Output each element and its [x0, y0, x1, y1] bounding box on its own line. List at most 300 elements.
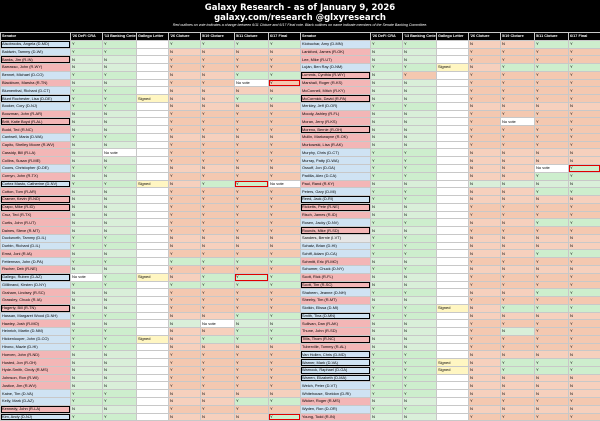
vote-cell: N: [569, 234, 600, 242]
table-row: [301, 56, 600, 64]
table-row: [1, 297, 301, 305]
vote-cell: N: [501, 351, 535, 359]
vote-cell: [137, 413, 169, 421]
vote-cell: Y: [235, 64, 269, 72]
vote-cell: N: [469, 359, 501, 367]
table-row: [1, 64, 301, 72]
vote-cell: Y: [103, 242, 137, 250]
vote-cell: [437, 118, 469, 126]
vote-cell: Y: [269, 405, 301, 413]
vote-cell: Y: [569, 366, 600, 374]
vote-cell: N: [371, 273, 403, 281]
vote-cell: Y: [235, 351, 269, 359]
senator-name: Kaine, Tim (D-VA): [1, 390, 71, 398]
vote-cell: N: [469, 149, 501, 157]
vote-cell: Y: [535, 297, 569, 305]
vote-cell: [437, 126, 469, 134]
vote-cell: Y: [501, 141, 535, 149]
vote-cell: Y: [201, 180, 235, 188]
table-row: [301, 211, 600, 219]
vote-cell: Y: [501, 320, 535, 328]
vote-cell: N: [501, 328, 535, 336]
vote-cell: Y: [371, 351, 403, 359]
vote-cell: [437, 141, 469, 149]
table-row: [1, 328, 301, 336]
vote-cell: Y: [201, 172, 235, 180]
vote-cell: Y: [71, 102, 103, 110]
vote-cell: Y: [103, 281, 137, 289]
vote-cell: Y: [371, 102, 403, 110]
vote-cell: N: [169, 397, 201, 405]
vote-cell: Y: [535, 118, 569, 126]
vote-cell: N: [403, 343, 437, 351]
vote-cell: N: [103, 196, 137, 204]
vote-cell: Y: [469, 258, 501, 266]
senator-name: Van Hollen, Chris (D-MD): [301, 351, 371, 359]
vote-cell: N: [535, 180, 569, 188]
vote-cell: Y: [501, 203, 535, 211]
vote-cell: Y: [535, 343, 569, 351]
vote-cell: Y: [371, 289, 403, 297]
vote-cell: [437, 351, 469, 359]
senator-name: Wyden, Ron (D-OR): [301, 405, 371, 413]
table-row: [1, 312, 301, 320]
table-row: [1, 79, 301, 87]
page-subtitle: galaxy.com/research @glxyresearch: [0, 13, 600, 23]
vote-cell: N: [501, 382, 535, 390]
vote-cell: Y: [569, 203, 600, 211]
table-row: [301, 118, 600, 126]
vote-cell: N: [501, 102, 535, 110]
vote-cell: N: [469, 374, 501, 382]
senator-name: Bennet, Michael (D-CO): [1, 71, 71, 79]
vote-cell: N: [169, 87, 201, 95]
vote-cell: N: [71, 126, 103, 134]
vote-cell: [437, 79, 469, 87]
table-row: [301, 110, 600, 118]
vote-cell: Y: [535, 110, 569, 118]
vote-cell: Y: [235, 203, 269, 211]
vote-cell: Y: [103, 40, 137, 48]
vote-cell: [437, 133, 469, 141]
vote-cell: Y: [169, 227, 201, 235]
table-row: [301, 351, 600, 359]
vote-cell: Y: [201, 196, 235, 204]
vote-cell: N: [235, 234, 269, 242]
vote-cell: Y: [103, 102, 137, 110]
vote-cell: Y: [269, 297, 301, 305]
vote-cell: [137, 343, 169, 351]
vote-cell: Y: [403, 366, 437, 374]
vote-cell: N: [403, 297, 437, 305]
vote-cell: Y: [403, 102, 437, 110]
vote-cell: Y: [201, 258, 235, 266]
senator-name: Coons, Christopher (D-DE): [1, 165, 71, 173]
vote-cell: Y: [169, 219, 201, 227]
vote-cell: N: [201, 87, 235, 95]
vote-cell: N: [269, 234, 301, 242]
vote-cell: N: [469, 250, 501, 258]
vote-cell: Y: [535, 281, 569, 289]
vote-cell: Y: [403, 304, 437, 312]
vote-cell: Y: [371, 359, 403, 367]
vote-cell: [437, 203, 469, 211]
vote-cell: [437, 335, 469, 343]
table-row: [301, 227, 600, 235]
column-header: 6/17 Final: [569, 33, 600, 41]
vote-cell: N: [201, 397, 235, 405]
senator-name: Schiff, Adam (D-CA): [301, 250, 371, 258]
vote-cell: Y: [501, 64, 535, 72]
vote-cell: Y: [371, 64, 403, 72]
vote-cell: [437, 102, 469, 110]
vote-cell: Y: [201, 79, 235, 87]
vote-cell: Y: [269, 335, 301, 343]
table-row: [301, 203, 600, 211]
vote-cell: N: [169, 343, 201, 351]
vote-cell: Y: [71, 312, 103, 320]
senator-name: Thune, John (R-SD): [301, 328, 371, 336]
vote-cell: N: [535, 102, 569, 110]
senator-name: Schumer, Chuck (D-NY): [301, 265, 371, 273]
table-row: [301, 141, 600, 149]
vote-cell: [437, 390, 469, 398]
senator-name: Hawley, Josh (R-MO): [1, 320, 71, 328]
vote-cell: Y: [535, 172, 569, 180]
vote-cell: N: [201, 312, 235, 320]
vote-cell: Y: [569, 320, 600, 328]
vote-cell: Y: [169, 56, 201, 64]
vote-cell: [137, 397, 169, 405]
vote-cell: No vote: [501, 118, 535, 126]
table-row: [1, 118, 301, 126]
vote-cell: N: [535, 234, 569, 242]
senator-name: Moran, Jerry (R-KS): [301, 118, 371, 126]
table-row: [1, 234, 301, 242]
table-row: [301, 343, 600, 351]
vote-cell: N: [469, 165, 501, 173]
table-header-row: [1, 33, 301, 41]
table-row: [1, 141, 301, 149]
senator-name: Young, Todd (R-IN): [301, 413, 371, 421]
table-row: [1, 335, 301, 343]
vote-cell: No vote: [201, 320, 235, 328]
senator-name: Alsobrooks, Angela (D-MD): [1, 40, 71, 48]
vote-cell: N: [371, 110, 403, 118]
vote-cell: Y: [403, 64, 437, 72]
vote-cell: Y: [169, 79, 201, 87]
table-row: [1, 250, 301, 258]
vote-cell: Y: [535, 141, 569, 149]
vote-cell: Y: [201, 227, 235, 235]
senator-name: Cortez Masto, Catherine (D-NV): [1, 180, 71, 188]
vote-cell: N: [371, 133, 403, 141]
vote-cell: [137, 227, 169, 235]
vote-cell: Y: [235, 366, 269, 374]
vote-cell: Y: [235, 188, 269, 196]
vote-cell: N: [169, 165, 201, 173]
vote-cell: [137, 258, 169, 266]
vote-cell: N: [71, 110, 103, 118]
vote-cell: Y: [535, 64, 569, 72]
senator-name: Tillis, Thom (R-NC): [301, 335, 371, 343]
vote-cell: N: [569, 102, 600, 110]
senator-name: Lankford, James (R-OK): [301, 48, 371, 56]
vote-cell: N: [501, 312, 535, 320]
vote-cell: Y: [535, 126, 569, 134]
vote-cell: [437, 48, 469, 56]
vote-cell: No vote: [71, 273, 103, 281]
vote-cell: Y: [235, 265, 269, 273]
vote-cell: N: [103, 118, 137, 126]
vote-cell: Y: [269, 374, 301, 382]
senator-name: Lummis, Cynthia (R-WY): [301, 71, 371, 79]
vote-cell: Y: [501, 87, 535, 95]
senator-name: Murphy, Chris (D-CT): [301, 149, 371, 157]
senator-name: Smith, Tina (D-MN): [301, 312, 371, 320]
vote-cell: N: [469, 289, 501, 297]
vote-cell: N: [103, 126, 137, 134]
vote-cell: [137, 297, 169, 305]
vote-cell: Y: [269, 366, 301, 374]
vote-cell: [437, 180, 469, 188]
vote-cell: N: [403, 273, 437, 281]
vote-cell: N: [71, 219, 103, 227]
vote-cell: N: [235, 413, 269, 421]
vote-cell: [437, 397, 469, 405]
vote-cell: Y: [535, 133, 569, 141]
vote-cell: No vote: [235, 79, 269, 87]
vote-cell: Y: [469, 87, 501, 95]
vote-cell: Y: [235, 258, 269, 266]
vote-cell: Y: [235, 289, 269, 297]
senator-name: McConnell, Mitch (R-KY): [301, 87, 371, 95]
vote-cell: Y: [169, 141, 201, 149]
column-header: Gallego Letter: [437, 33, 469, 41]
vote-cell: Y: [269, 265, 301, 273]
vote-cell: N: [235, 87, 269, 95]
vote-cell: Y: [201, 281, 235, 289]
vote-cell: [137, 110, 169, 118]
column-header: '13 Banking Cmte: [403, 33, 437, 41]
vote-cell: N: [269, 343, 301, 351]
senator-name: Luján, Ben Ray (D-NM): [301, 64, 371, 72]
senate-table-left: [0, 32, 301, 421]
table-row: [301, 242, 600, 250]
vote-cell: N: [501, 390, 535, 398]
vote-cell: N: [269, 87, 301, 95]
vote-cell: [137, 149, 169, 157]
senator-name: Collins, Susan (R-ME): [1, 157, 71, 165]
vote-cell: Y: [501, 110, 535, 118]
vote-cell: N: [501, 157, 535, 165]
vote-cell: N: [269, 390, 301, 398]
vote-cell: Y: [269, 95, 301, 103]
vote-cell: Y: [103, 335, 137, 343]
vote-cell: Y: [269, 71, 301, 79]
vote-cell: Y: [371, 234, 403, 242]
table-row: [301, 71, 600, 79]
senator-name: Lee, Mike (R-UT): [301, 56, 371, 64]
vote-cell: Y: [235, 141, 269, 149]
senator-name: Warner, Mark (D-VA): [301, 359, 371, 367]
vote-cell: Y: [103, 397, 137, 405]
vote-cell: Y: [201, 219, 235, 227]
senator-name: Hirono, Mazie (D-HI): [1, 343, 71, 351]
vote-cell: Y: [569, 172, 600, 180]
vote-cell: N: [403, 413, 437, 421]
senator-name: Cotton, Tom (R-AR): [1, 188, 71, 196]
vote-cell: Y: [371, 219, 403, 227]
senator-name: Cassidy, Bill (R-LA): [1, 149, 71, 157]
vote-cell: Y: [535, 289, 569, 297]
vote-cell: N: [535, 265, 569, 273]
senator-name: Kelly, Mark (D-AZ): [1, 397, 71, 405]
table-row: [301, 157, 600, 165]
vote-cell: Y: [569, 281, 600, 289]
vote-cell: N: [169, 413, 201, 421]
table-row: [1, 374, 301, 382]
vote-cell: Y: [103, 95, 137, 103]
vote-cell: Y: [469, 71, 501, 79]
vote-cell: N: [469, 366, 501, 374]
vote-cell: Y: [469, 133, 501, 141]
table-row: [301, 48, 600, 56]
vote-cell: Y: [403, 374, 437, 382]
vote-cell: [137, 289, 169, 297]
vote-cell: N: [103, 79, 137, 87]
senator-name: Sheehy, Tim (R-MT): [301, 297, 371, 305]
vote-cell: [437, 273, 469, 281]
vote-cell: Y: [371, 172, 403, 180]
senator-name: Schatz, Brian (D-HI): [301, 242, 371, 250]
senator-name: Fetterman, John (D-PA): [1, 258, 71, 266]
table-row: [1, 343, 301, 351]
vote-cell: Y: [269, 40, 301, 48]
vote-cell: Y: [469, 56, 501, 64]
vote-cell: N: [71, 196, 103, 204]
vote-cell: [137, 165, 169, 173]
vote-cell: N: [169, 328, 201, 336]
vote-cell: N: [71, 172, 103, 180]
vote-cell: Y: [535, 40, 569, 48]
vote-cell: N: [501, 289, 535, 297]
senator-name: Warnock, Raphael (D-GA): [301, 366, 371, 374]
vote-cell: Y: [501, 397, 535, 405]
senator-name: Boozman, John (R-AR): [1, 110, 71, 118]
vote-cell: [437, 110, 469, 118]
vote-cell: Y: [103, 234, 137, 242]
vote-cell: Y: [103, 87, 137, 95]
senator-name: Kim, Andy (D-NJ): [1, 413, 71, 421]
vote-cell: N: [469, 180, 501, 188]
vote-cell: Y: [501, 56, 535, 64]
table-row: [301, 102, 600, 110]
vote-cell: Y: [103, 258, 137, 266]
vote-cell: Y: [169, 203, 201, 211]
vote-cell: Y: [569, 95, 600, 103]
senator-name: Reed, Jack (D-RI): [301, 196, 371, 204]
senator-name: Paul, Rand (R-KY): [301, 180, 371, 188]
vote-cell: N: [169, 102, 201, 110]
vote-cell: N: [71, 351, 103, 359]
vote-cell: Y: [501, 281, 535, 289]
vote-cell: Y: [569, 188, 600, 196]
vote-cell: Y: [269, 203, 301, 211]
vote-cell: Y: [535, 211, 569, 219]
vote-cell: Y: [403, 219, 437, 227]
vote-cell: [137, 118, 169, 126]
vote-cell: Y: [235, 304, 269, 312]
vote-cell: Y: [535, 56, 569, 64]
vote-cell: N: [269, 165, 301, 173]
vote-cell: Y: [501, 366, 535, 374]
senator-name: Scott, Tim (R-SC): [301, 281, 371, 289]
table-row: [1, 390, 301, 398]
vote-cell: N: [169, 390, 201, 398]
vote-cell: N: [371, 71, 403, 79]
vote-cell: Y: [71, 413, 103, 421]
table-row: [301, 289, 600, 297]
table-row: [1, 71, 301, 79]
vote-cell: N: [569, 374, 600, 382]
vote-cell: Y: [569, 87, 600, 95]
vote-cell: N: [403, 95, 437, 103]
vote-cell: [437, 40, 469, 48]
vote-cell: [437, 188, 469, 196]
vote-cell: N: [103, 405, 137, 413]
vote-cell: Y: [371, 196, 403, 204]
senator-name: Schmitt, Eric (R-MO): [301, 258, 371, 266]
table-row: [1, 219, 301, 227]
vote-cell: N: [201, 343, 235, 351]
table-row: [1, 180, 301, 188]
vote-cell: N: [569, 149, 600, 157]
vote-cell: [437, 165, 469, 173]
vote-cell: Y: [269, 219, 301, 227]
vote-cell: Y: [201, 64, 235, 72]
vote-cell: Y: [403, 71, 437, 79]
vote-cell: N: [569, 196, 600, 204]
vote-cell: N: [235, 102, 269, 110]
table-row: [301, 79, 600, 87]
vote-cell: Y: [269, 110, 301, 118]
senator-name: Welch, Peter (D-VT): [301, 382, 371, 390]
vote-cell: Y: [103, 133, 137, 141]
table-row: [1, 56, 301, 64]
table-row: [1, 188, 301, 196]
vote-cell: Y: [371, 304, 403, 312]
vote-cell: N: [371, 126, 403, 134]
vote-cell: N: [403, 56, 437, 64]
senator-name: Marshall, Roger (R-KS): [301, 79, 371, 87]
vote-cell: Y: [569, 71, 600, 79]
vote-cell: N: [103, 366, 137, 374]
table-row: [301, 304, 600, 312]
senator-name: Murray, Patty (D-WA): [301, 157, 371, 165]
vote-cell: N: [103, 351, 137, 359]
senator-name: Blumenthal, Richard (D-CT): [1, 87, 71, 95]
vote-cell: Y: [269, 64, 301, 72]
vote-cell: Y: [569, 141, 600, 149]
column-header: '26 Cloture: [469, 33, 501, 41]
page-note: Red outlines on vote indicates a change between 6/11 Cloture and 6/17 Final vote. Black outlines on name indicate members of the Senate Banking Committee.: [0, 23, 600, 27]
vote-cell: [437, 374, 469, 382]
table-row: [1, 110, 301, 118]
vote-cell: Y: [569, 359, 600, 367]
vote-cell: Y: [269, 118, 301, 126]
vote-cell: N: [469, 405, 501, 413]
